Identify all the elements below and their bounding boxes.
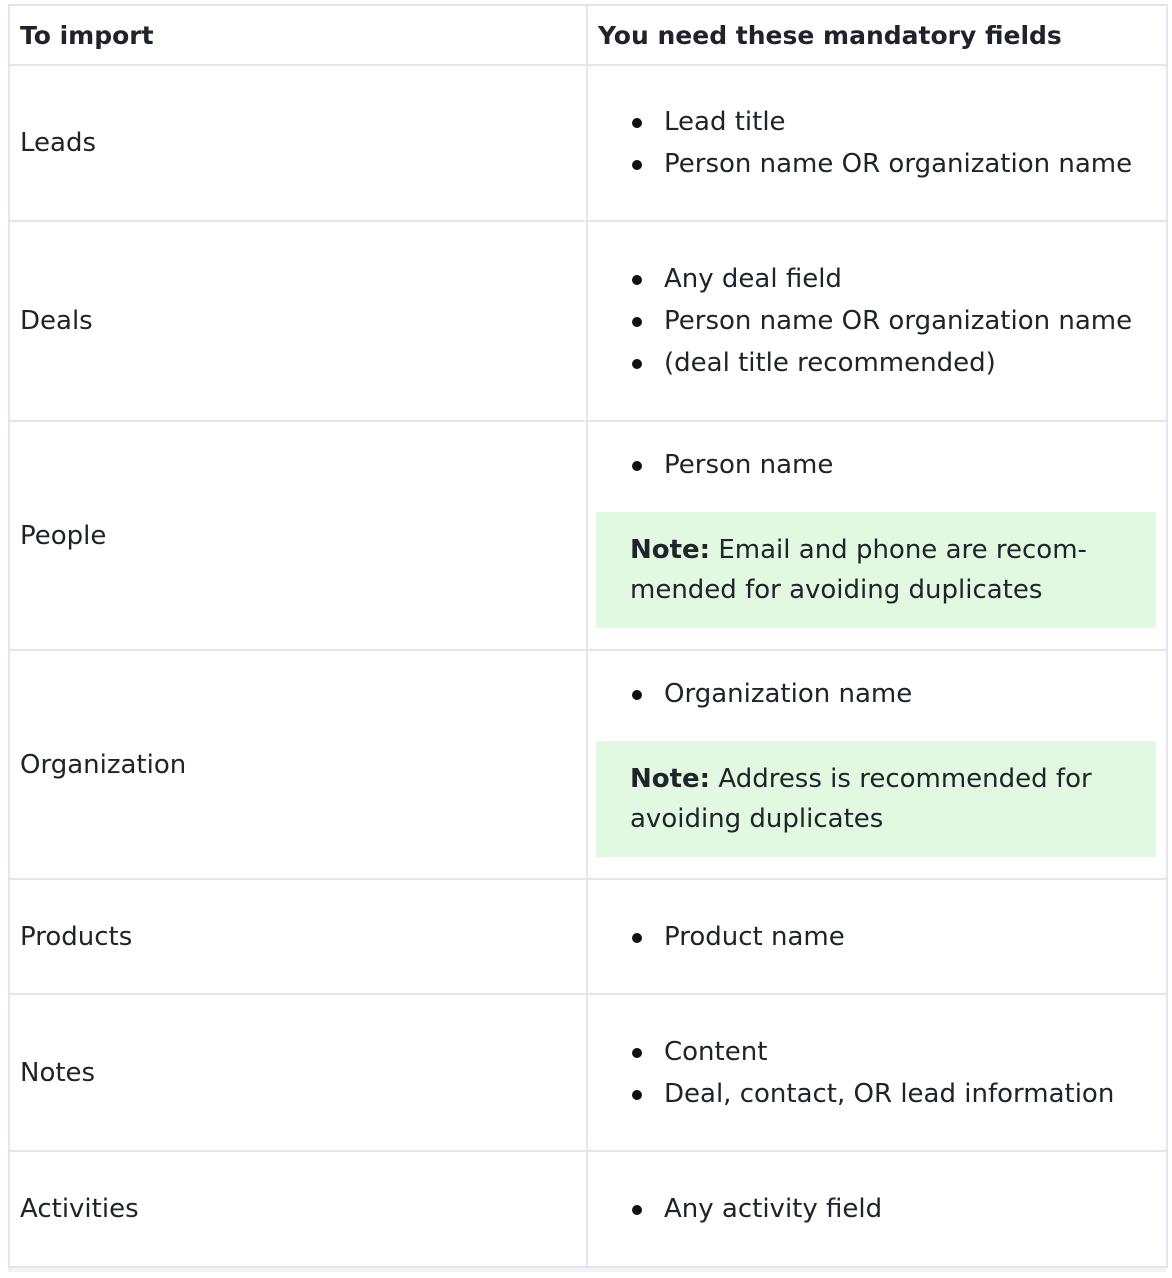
row-fields-organization xyxy=(587,650,1167,879)
table-row xyxy=(9,879,1167,994)
row-label-products: Products xyxy=(9,879,587,994)
field-list xyxy=(596,1188,1156,1230)
note-text: Address is recommended for avoiding duplicates xyxy=(630,763,1092,834)
table-header-row xyxy=(9,5,1167,65)
table-row xyxy=(9,221,1167,421)
note-box xyxy=(596,512,1156,628)
field-list xyxy=(596,258,1156,384)
row-label-leads: Leads xyxy=(9,65,587,221)
table-row xyxy=(9,65,1167,221)
list-item: Organization name xyxy=(630,673,1156,715)
row-fields-leads xyxy=(587,65,1167,221)
row-label-activities: Activities xyxy=(9,1151,587,1267)
field-list xyxy=(596,101,1156,185)
row-fields-deals xyxy=(587,221,1167,421)
list-item: Any activity field xyxy=(630,1188,1156,1230)
table-row xyxy=(9,650,1167,879)
list-item: Person name OR organization name xyxy=(630,143,1156,185)
field-list xyxy=(596,916,1156,958)
list-item: Lead title xyxy=(630,101,1156,143)
list-item: (deal title recommended) xyxy=(630,342,1156,384)
row-fields-products xyxy=(587,879,1167,994)
row-label-organization: Organization xyxy=(9,650,587,879)
list-item: Person name OR organization name xyxy=(630,300,1156,342)
list-item: Person name xyxy=(630,444,1156,486)
row-fields-people xyxy=(587,421,1167,650)
header-mandatory-fields: You need these mandatory fields xyxy=(587,5,1167,65)
note-box xyxy=(596,741,1156,857)
field-list xyxy=(596,1031,1156,1115)
row-label-notes: Notes xyxy=(9,994,587,1151)
list-item: Content xyxy=(630,1031,1156,1073)
row-label-deals: Deals xyxy=(9,221,587,421)
note-text: Email and phone are recom-mended for avoiding duplicates xyxy=(630,534,1087,605)
table-row xyxy=(9,994,1167,1151)
field-list xyxy=(596,444,1156,486)
field-list xyxy=(596,673,1156,715)
row-fields-activities xyxy=(587,1151,1167,1267)
list-item: Product name xyxy=(630,916,1156,958)
note-prefix: Note: xyxy=(630,534,711,565)
header-to-import: To import xyxy=(9,5,587,65)
row-fields-notes xyxy=(587,994,1167,1151)
import-requirements-table-container xyxy=(8,4,1166,1272)
list-item: Deal, contact, OR lead information xyxy=(630,1073,1156,1115)
row-label-people: People xyxy=(9,421,587,650)
note-prefix: Note: xyxy=(630,763,711,794)
list-item: Any deal field xyxy=(630,258,1156,300)
import-requirements-table xyxy=(8,4,1168,1268)
table-row xyxy=(9,421,1167,650)
table-row xyxy=(9,1151,1167,1267)
